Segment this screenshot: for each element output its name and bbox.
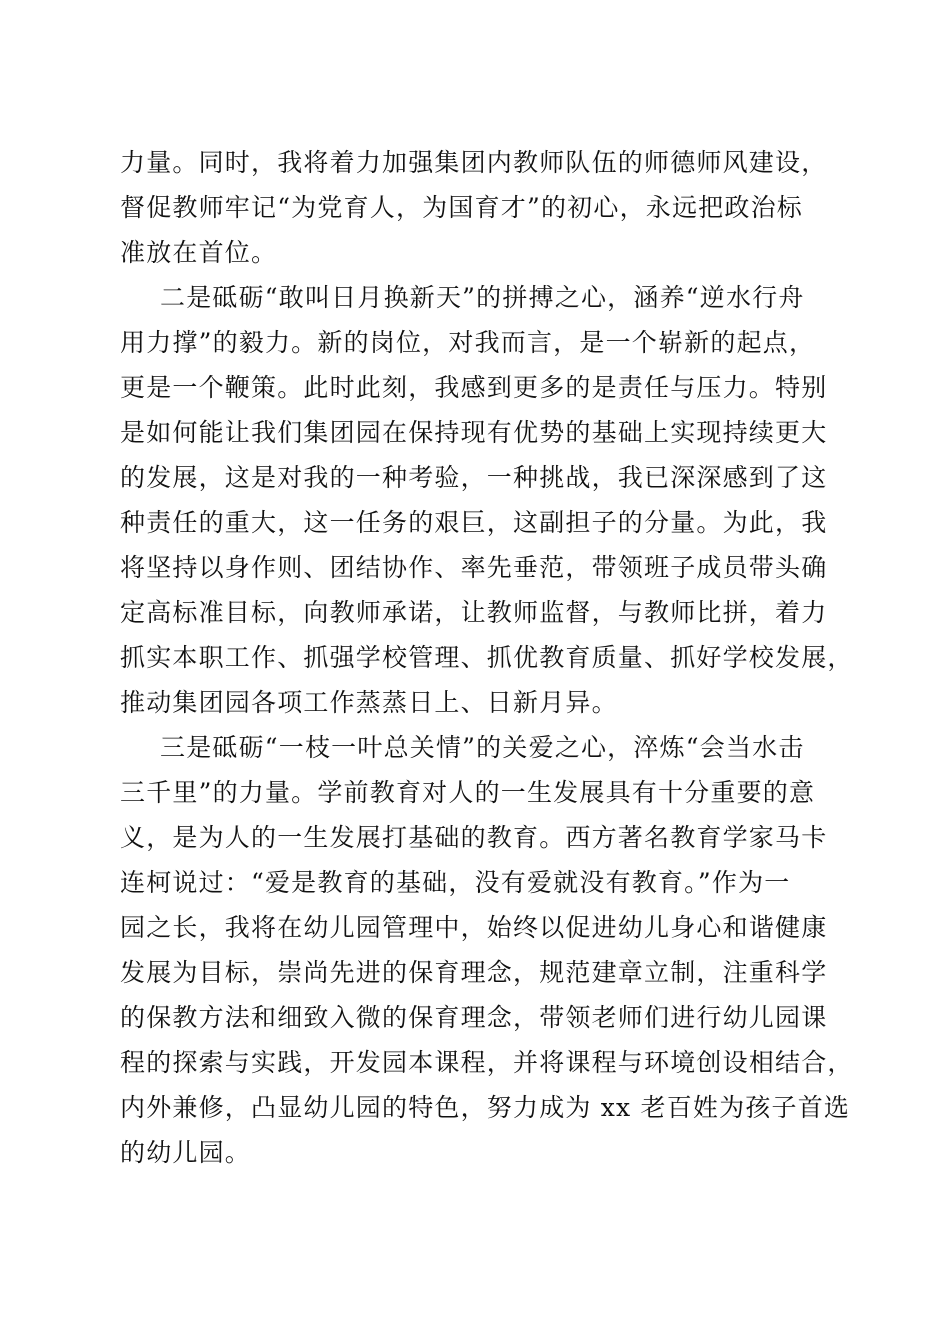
paragraph-3-line-7: 的保教方法和细致入微的保育理念，带领老师们进行幼儿园课 [120, 1003, 828, 1032]
paragraph-3-line-9: 内外兼修，凸显幼儿园的特色，努力成为 xx 老百姓为孩子首选 [120, 1093, 851, 1122]
paragraph-2-line-2: 用力撑”的毅力。新的岗位，对我而言，是一个崭新的起点， [120, 328, 816, 357]
paragraph-2-line-1: 二是砥砺“敢叫日月换新天”的拼搏之心，涵养“逆水行舟 [160, 283, 805, 312]
paragraph-2-line-7: 将坚持以身作则、团结协作、率先垂范，带领班子成员带头确 [120, 553, 828, 582]
paragraph-3-line-1: 三是砥砺“一枝一叶总关情”的关爱之心，淬炼“会当水击 [160, 733, 805, 762]
paragraph-1-line-1: 力量。同时，我将着力加强集团内教师队伍的师德师风建设， [120, 148, 828, 177]
paragraph-3-line-10: 的幼儿园。 [120, 1138, 252, 1167]
paragraph-3-line-6: 发展为目标，崇尚先进的保育理念，规范建章立制，注重科学 [120, 958, 828, 987]
paragraph-2-line-3: 更是一个鞭策。此时此刻，我感到更多的是责任与压力。特别 [120, 373, 828, 402]
paragraph-3-line-4: 连柯说过：“爱是教育的基础，没有爱就没有教育。”作为一 [120, 868, 791, 897]
paragraph-2-line-6: 种责任的重大，这一任务的艰巨，这副担子的分量。为此，我 [120, 508, 828, 537]
paragraph-2-line-8: 定高标准目标，向教师承诺，让教师监督，与教师比拼，着力 [120, 598, 828, 627]
paragraph-2-line-10: 推动集团园各项工作蒸蒸日上、日新月异。 [120, 688, 618, 717]
paragraph-2-line-9: 抓实本职工作、抓强学校管理、抓优教育质量、抓好学校发展， [120, 643, 854, 672]
paragraph-3-line-5: 园之长，我将在幼儿园管理中，始终以促进幼儿身心和谐健康 [120, 913, 828, 942]
paragraph-3-line-8: 程的探索与实践，开发园本课程，并将课程与环境创设相结合， [120, 1048, 854, 1077]
paragraph-3-line-2: 三千里”的力量。学前教育对人的一生发展具有十分重要的意 [120, 778, 816, 807]
paragraph-2-line-5: 的发展，这是对我的一种考验，一种挑战，我已深深感到了这 [120, 463, 828, 492]
paragraph-1-line-3: 准放在首位。 [120, 238, 278, 267]
paragraph-2-line-4: 是如何能让我们集团园在保持现有优势的基础上实现持续更大 [120, 418, 828, 447]
paragraph-3-line-3: 义，是为人的一生发展打基础的教育。西方著名教育学家马卡 [120, 823, 828, 852]
paragraph-1-line-2: 督促教师牢记“为党育人，为国育才”的初心，永远把政治标 [120, 193, 803, 222]
